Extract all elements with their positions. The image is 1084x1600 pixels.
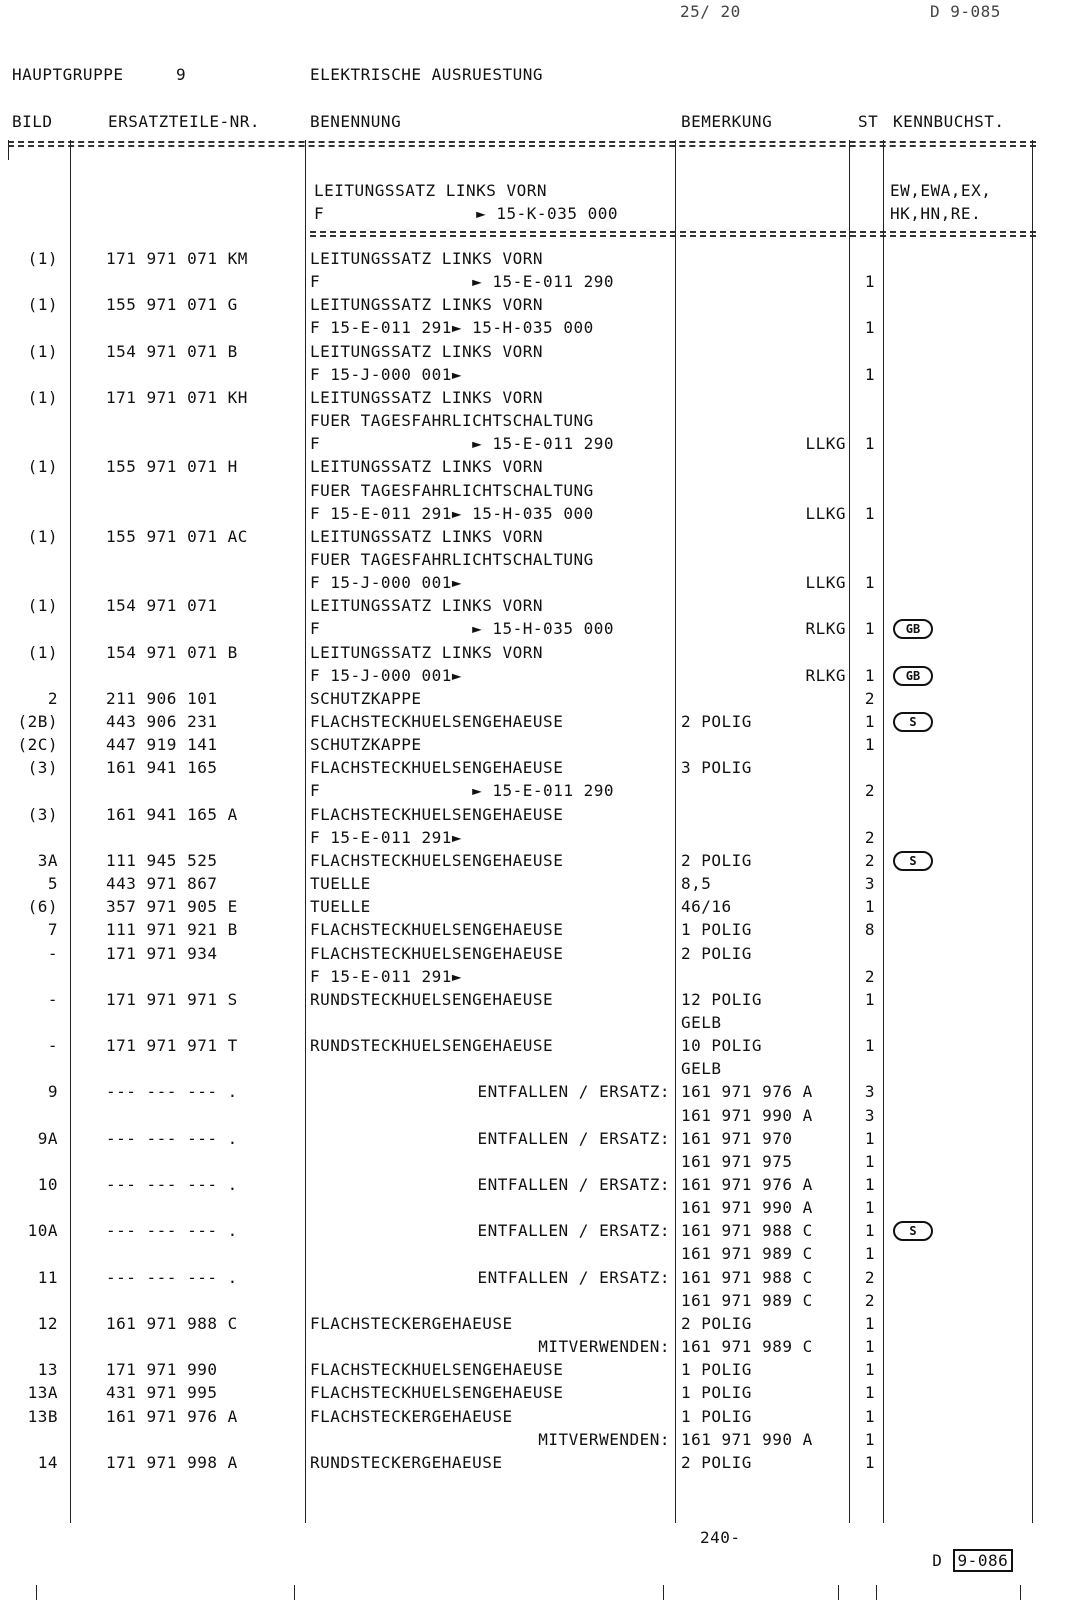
row-name: LEITUNGSSATZ LINKS VORN: [310, 249, 544, 268]
row-part-number: 357 971 905 E: [106, 897, 238, 917]
row-part-number: 155 971 071 H: [106, 457, 238, 477]
row-name: LEITUNGSSATZ LINKS VORN: [310, 526, 544, 546]
col-rule-2: [305, 140, 306, 1523]
row-quantity: 1: [864, 503, 875, 523]
row-bild: (1): [27, 387, 58, 407]
footer-page-number: 240-: [700, 1528, 741, 1547]
row-remark: 1 POLIG: [681, 920, 752, 940]
row-quantity: 1: [864, 1036, 875, 1056]
group-label: HAUPTGRUPPE: [12, 65, 124, 84]
row-flag: LLKG: [805, 434, 846, 454]
row-bild: (1): [27, 249, 58, 268]
row-remark: 161 971 990 A: [681, 1105, 813, 1125]
top-right-marker: D 9-085: [930, 2, 1001, 21]
row-part-number: --- --- --- .: [106, 1221, 238, 1241]
row-quantity: 2: [864, 688, 875, 708]
top-left-marker: 25/ 20: [680, 2, 741, 21]
row-bild: 5: [47, 874, 58, 893]
row-part-number: 161 941 165: [106, 758, 218, 778]
row-remark: 12 POLIG: [681, 989, 763, 1009]
row-quantity: 3: [864, 1105, 875, 1125]
row-bild: (3): [27, 804, 58, 824]
col-header-name: BENENNUNG: [310, 112, 402, 131]
row-bild: 9: [47, 1082, 58, 1102]
row-quantity: 1: [864, 1429, 875, 1449]
row-name: ENTFALLEN / ERSATZ:: [477, 1128, 670, 1148]
row-name: LEITUNGSSATZ LINKS VORN: [310, 596, 544, 616]
row-name: LEITUNGSSATZ LINKS VORN: [310, 642, 544, 662]
group-title: ELEKTRISCHE AUSRUESTUNG: [310, 65, 544, 84]
row-quantity: 2: [864, 827, 875, 847]
cut-mark: [838, 1585, 839, 1600]
row-quantity: 1: [864, 1221, 875, 1241]
row-quantity: 1: [864, 364, 875, 384]
row-code-stamp: S: [893, 1221, 933, 1241]
intro-line-2: F ► 15-K-035 000: [314, 204, 618, 223]
row-quantity: 1: [864, 1244, 875, 1264]
row-name: LEITUNGSSATZ LINKS VORN: [310, 457, 544, 477]
row-quantity: 2: [864, 1290, 875, 1310]
row-part-number: 171 971 934: [106, 943, 218, 963]
row-quantity: 1: [864, 1360, 875, 1380]
row-remark: 8,5: [681, 874, 712, 893]
row-remark: 161 971 990 A: [681, 1198, 813, 1218]
row-name: F 15-J-000 001►: [310, 364, 462, 384]
row-code-stamp: S: [893, 712, 933, 732]
row-part-number: 154 971 071 B: [106, 642, 238, 662]
intro-code-2: HK,HN,RE.: [890, 204, 982, 223]
row-bild: 3A: [37, 850, 58, 870]
row-part-number: 211 906 101: [106, 688, 218, 708]
row-name: F ► 15-E-011 290: [310, 434, 614, 454]
row-name: ENTFALLEN / ERSATZ:: [477, 1082, 670, 1102]
footer-code-prefix: D: [932, 1551, 943, 1570]
row-part-number: 171 971 071 KM: [106, 249, 248, 268]
row-quantity: 1: [864, 1128, 875, 1148]
row-bild: (1): [27, 457, 58, 477]
row-name: F 15-E-011 291►: [310, 827, 462, 847]
row-bild: (2C): [17, 735, 58, 755]
row-part-number: 443 971 867: [106, 874, 218, 893]
row-remark: 161 971 989 C: [681, 1337, 813, 1356]
row-quantity: 1: [864, 573, 875, 593]
row-name: F 15-E-011 291► 15-H-035 000: [310, 318, 594, 338]
row-name: FUER TAGESFAHRLICHTSCHALTUNG: [310, 550, 594, 569]
row-quantity: 1: [864, 619, 875, 639]
col-header-code: KENNBUCHST.: [893, 112, 1005, 131]
row-quantity: 1: [864, 712, 875, 731]
row-name: F ► 15-E-011 290: [310, 781, 614, 801]
row-name: ENTFALLEN / ERSATZ:: [477, 1221, 670, 1241]
intro-code-1: EW,EWA,EX,: [890, 181, 992, 200]
row-name: F 15-J-000 001►: [310, 665, 462, 685]
row-quantity: 3: [864, 874, 875, 893]
row-name: FLACHSTECKHUELSENGEHAEUSE: [310, 804, 564, 824]
row-part-number: 161 971 988 C: [106, 1313, 238, 1333]
row-remark: 1 POLIG: [681, 1406, 752, 1426]
row-name: FUER TAGESFAHRLICHTSCHALTUNG: [310, 480, 594, 500]
row-remark: 1 POLIG: [681, 1383, 752, 1403]
row-bild: (1): [27, 295, 58, 315]
cut-mark: [294, 1585, 295, 1600]
row-part-number: 447 919 141: [106, 735, 218, 755]
group-number: 9: [176, 65, 187, 84]
col-rule-1: [70, 140, 71, 1523]
row-remark: 2 POLIG: [681, 850, 752, 870]
col-rule-6: [1032, 140, 1033, 1523]
row-remark: 161 971 990 A: [681, 1429, 813, 1449]
row-part-number: 171 971 071 KH: [106, 387, 248, 407]
row-bild: 10: [37, 1175, 58, 1194]
row-part-number: --- --- --- .: [106, 1128, 238, 1148]
row-part-number: 154 971 071: [106, 596, 218, 616]
row-remark: 161 971 989 C: [681, 1290, 813, 1310]
row-quantity: 1: [864, 1175, 875, 1194]
row-name: RUNDSTECKHUELSENGEHAEUSE: [310, 1036, 554, 1056]
row-part-number: 161 941 165 A: [106, 804, 238, 824]
row-quantity: 1: [864, 1198, 875, 1218]
row-quantity: 1: [864, 434, 875, 454]
row-bild: (1): [27, 526, 58, 546]
row-bild: -: [47, 943, 58, 963]
row-name: FLACHSTECKHUELSENGEHAEUSE: [310, 920, 564, 940]
row-quantity: 2: [864, 850, 875, 870]
cut-mark: [36, 1585, 37, 1600]
row-remark: GELB: [681, 1012, 722, 1032]
row-remark: 2 POLIG: [681, 1313, 752, 1333]
row-quantity: 1: [864, 989, 875, 1009]
row-quantity: 1: [864, 1406, 875, 1426]
row-quantity: 1: [864, 1383, 875, 1403]
row-quantity: 1: [864, 1452, 875, 1472]
row-part-number: 111 971 921 B: [106, 920, 238, 940]
cut-mark: [1020, 1585, 1021, 1600]
col-header-remark: BEMERKUNG: [681, 112, 773, 131]
row-name: F ► 15-H-035 000: [310, 619, 614, 639]
row-name: FLACHSTECKHUELSENGEHAEUSE: [310, 1383, 564, 1403]
row-quantity: 1: [864, 1313, 875, 1333]
row-part-number: 154 971 071 B: [106, 341, 238, 361]
row-quantity: 1: [864, 272, 875, 292]
row-flag: LLKG: [805, 573, 846, 593]
col-header-bild: BILD: [12, 112, 53, 131]
row-quantity: 2: [864, 781, 875, 801]
row-quantity: 2: [864, 1267, 875, 1287]
row-bild: (6): [27, 897, 58, 917]
row-bild: 11: [37, 1267, 58, 1287]
row-bild: (3): [27, 758, 58, 778]
row-bild: 2: [47, 688, 58, 708]
row-remark: 161 971 989 C: [681, 1244, 813, 1264]
row-bild: 13: [37, 1360, 58, 1380]
row-name: LEITUNGSSATZ LINKS VORN: [310, 295, 544, 315]
row-part-number: 155 971 071 AC: [106, 526, 248, 546]
row-quantity: 1: [864, 897, 875, 917]
row-part-number: --- --- --- .: [106, 1082, 238, 1102]
row-quantity: 1: [864, 318, 875, 338]
row-name: FLACHSTECKHUELSENGEHAEUSE: [310, 758, 564, 778]
row-remark: 161 971 976 A: [681, 1082, 813, 1102]
row-remark: 161 971 976 A: [681, 1175, 813, 1194]
footer-code: [912, 1526, 1013, 1572]
row-bild: 13B: [27, 1406, 58, 1426]
row-name: SCHUTZKAPPE: [310, 735, 422, 755]
row-part-number: 161 971 976 A: [106, 1406, 238, 1426]
row-name: RUNDSTECKHUELSENGEHAEUSE: [310, 989, 554, 1009]
row-name: MITVERWENDEN:: [538, 1429, 670, 1449]
row-remark: 46/16: [681, 897, 732, 917]
row-bild: (1): [27, 341, 58, 361]
row-code-stamp: GB: [893, 666, 933, 686]
col-rule-3: [675, 140, 676, 1523]
row-name: F 15-E-011 291► 15-H-035 000: [310, 503, 594, 523]
col-header-part-no: ERSATZTEILE-NR.: [108, 112, 260, 131]
row-name: F 15-J-000 001►: [310, 573, 462, 593]
col-rule-5: [883, 140, 884, 1523]
row-bild: 10A: [27, 1221, 58, 1241]
intro-separator-2: [310, 235, 1036, 237]
col-header-st: ST: [858, 112, 879, 131]
row-name: FLACHSTECKERGEHAEUSE: [310, 1406, 513, 1426]
row-part-number: 111 945 525: [106, 850, 218, 870]
row-quantity: 1: [864, 735, 875, 755]
row-quantity: 1: [864, 1151, 875, 1171]
row-bild: 12: [37, 1313, 58, 1333]
col-rule-0: [8, 140, 9, 160]
row-remark: 2 POLIG: [681, 1452, 752, 1472]
row-part-number: 431 971 995: [106, 1383, 218, 1403]
row-name: FLACHSTECKHUELSENGEHAEUSE: [310, 850, 564, 870]
row-name: F 15-E-011 291►: [310, 966, 462, 986]
row-bild: (1): [27, 596, 58, 616]
row-name: TUELLE: [310, 874, 371, 893]
intro-line-1: LEITUNGSSATZ LINKS VORN: [314, 181, 548, 200]
row-name: FLACHSTECKHUELSENGEHAEUSE: [310, 943, 564, 963]
row-part-number: 171 971 998 A: [106, 1452, 238, 1472]
row-name: FLACHSTECKHUELSENGEHAEUSE: [310, 712, 564, 731]
cut-mark: [663, 1585, 664, 1600]
row-part-number: 171 971 990: [106, 1360, 218, 1380]
row-flag: RLKG: [805, 619, 846, 639]
row-remark: GELB: [681, 1059, 722, 1079]
row-quantity: 3: [864, 1082, 875, 1102]
row-remark: 2 POLIG: [681, 712, 752, 731]
row-flag: RLKG: [805, 665, 846, 685]
cut-mark: [876, 1585, 877, 1600]
row-bild: 9A: [37, 1128, 58, 1148]
row-part-number: 443 906 231: [106, 712, 218, 731]
row-bild: -: [47, 1036, 58, 1056]
row-code-stamp: GB: [893, 619, 933, 639]
footer-code-box: 9-086: [953, 1549, 1014, 1572]
row-flag: LLKG: [805, 503, 846, 523]
row-name: ENTFALLEN / ERSATZ:: [477, 1267, 670, 1287]
row-remark: 161 971 970: [681, 1128, 793, 1148]
row-bild: (1): [27, 642, 58, 662]
row-part-number: 171 971 971 S: [106, 989, 238, 1009]
row-name: FLACHSTECKHUELSENGEHAEUSE: [310, 1360, 564, 1380]
row-quantity: 2: [864, 966, 875, 986]
row-part-number: 155 971 071 G: [106, 295, 238, 315]
header-separator-2: [8, 145, 1036, 147]
header-separator: [8, 141, 1036, 143]
row-remark: 161 971 988 C: [681, 1267, 813, 1287]
row-bild: -: [47, 989, 58, 1009]
intro-separator: [310, 231, 1036, 233]
row-bild: 13A: [27, 1383, 58, 1403]
row-remark: 1 POLIG: [681, 1360, 752, 1380]
row-remark: 161 971 988 C: [681, 1221, 813, 1241]
row-name: LEITUNGSSATZ LINKS VORN: [310, 341, 544, 361]
row-remark: 3 POLIG: [681, 758, 752, 778]
row-name: FUER TAGESFAHRLICHTSCHALTUNG: [310, 411, 594, 430]
row-name: LEITUNGSSATZ LINKS VORN: [310, 387, 544, 407]
row-name: F ► 15-E-011 290: [310, 272, 614, 292]
row-part-number: --- --- --- .: [106, 1175, 238, 1194]
row-name: MITVERWENDEN:: [538, 1337, 670, 1356]
row-quantity: 8: [864, 920, 875, 940]
row-quantity: 1: [864, 1337, 875, 1356]
row-quantity: 1: [864, 665, 875, 685]
row-name: TUELLE: [310, 897, 371, 917]
row-remark: 10 POLIG: [681, 1036, 763, 1056]
row-name: ENTFALLEN / ERSATZ:: [477, 1175, 670, 1194]
row-name: RUNDSTECKERGEHAEUSE: [310, 1452, 503, 1472]
row-part-number: 171 971 971 T: [106, 1036, 238, 1056]
row-remark: 2 POLIG: [681, 943, 752, 963]
row-code-stamp: S: [893, 851, 933, 871]
row-remark: 161 971 975: [681, 1151, 793, 1171]
row-name: SCHUTZKAPPE: [310, 688, 422, 708]
row-bild: (2B): [17, 712, 58, 731]
row-bild: 14: [37, 1452, 58, 1472]
row-name: FLACHSTECKERGEHAEUSE: [310, 1313, 513, 1333]
row-part-number: --- --- --- .: [106, 1267, 238, 1287]
row-bild: 7: [47, 920, 58, 940]
